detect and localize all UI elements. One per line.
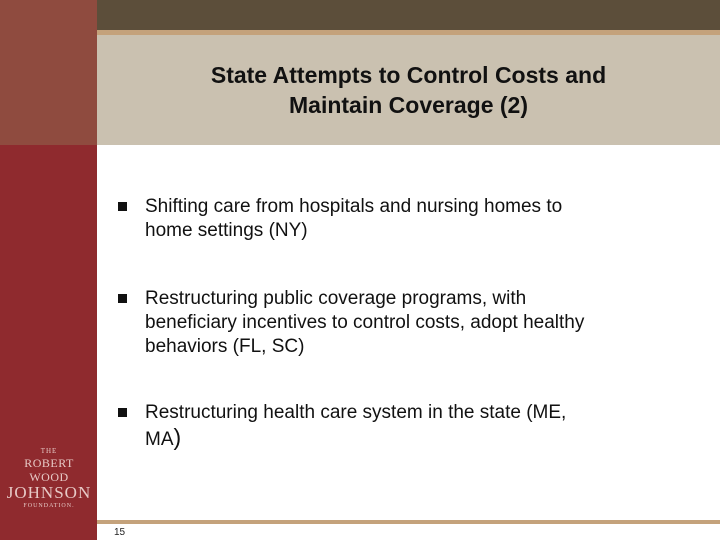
bullet-list (118, 195, 708, 452)
square-bullet-icon (118, 408, 127, 417)
closing-paren: ) (173, 424, 182, 450)
logo-line-3: FOUNDATION. (23, 503, 75, 509)
bullet-text-line: Shifting care from hospitals and nursing homes to (145, 196, 563, 217)
bullet-text-line: behaviors (FL, SC) (145, 336, 305, 357)
logo-line-1: ROBERT WOOD (24, 456, 74, 484)
title-band (97, 35, 720, 145)
bullet-text: MA (145, 429, 174, 450)
bullet-text-line: home settings (NY) (145, 220, 308, 241)
slide-title-line-2: Maintain Coverage (2) (289, 92, 528, 118)
bullet-item (118, 195, 708, 243)
bullet-text-line (145, 425, 708, 452)
left-panel-top (0, 0, 97, 145)
square-bullet-icon (118, 294, 127, 303)
bullet-text-line: Restructuring public coverage programs, with (145, 288, 527, 309)
top-bar (97, 0, 720, 30)
slide-title-line-1: State Attempts to Control Costs and (210, 62, 607, 88)
bullet-text-line: Restructuring health care system in the state (ME, (145, 402, 567, 423)
slide-number: 15 (114, 527, 126, 538)
bottom-accent-rule (97, 520, 720, 524)
logo-line-2: JOHNSON (6, 483, 92, 502)
rwjf-logo (6, 447, 92, 510)
bullet-item (118, 287, 708, 359)
bullet-item (118, 401, 708, 452)
logo-the: THE (40, 447, 58, 455)
bullet-text-line: beneficiary incentives to control costs, adopt healthy (145, 312, 585, 333)
left-panel-bottom (0, 520, 97, 540)
square-bullet-icon (118, 202, 127, 211)
